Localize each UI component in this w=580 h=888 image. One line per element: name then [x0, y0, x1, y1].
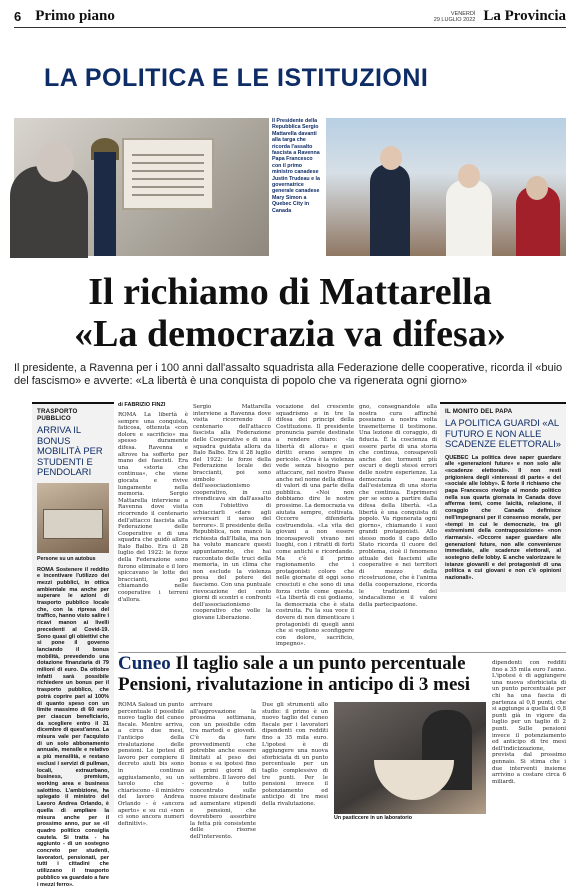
article-byline: di FABRIZIO FINZI: [118, 402, 165, 408]
header-right: [434, 8, 566, 25]
mixing-bowl: [374, 760, 454, 800]
box-title: LA POLITICA GUARDI «AL FUTURO E NON ALLE SCADENZE ELETTORALI»: [445, 418, 561, 450]
bus-shape: [43, 509, 103, 539]
sidebar-pope-box: [440, 402, 566, 592]
page-number: 6: [14, 9, 21, 24]
cuneo-column-3: Due gli strumenti allo studio: il primo è un nuovo taglio del cuneo fiscale per i lavoratori dipendenti con redditi fino a 35 mila euro. L'ipotesi è di aggiungere una nuova sforbiciata di un punto percentuale per un taglio complessivo di tre punti. Per le pensioni invece il potenziamento ed anticipo di tre mesi della rivalutazione.: [262, 702, 328, 822]
box-body: QUEBEC La politica deve saper guardare alle «generazioni future» e non solo alle «scadenze elettorali». Il non resti prigioniera degli «interessi di parte» e del «sociale alle lobby». È forte il richiamo che papa Francesco rivolge al mondo politico nella sua quarta giornata in Canada dove afferma temi, come laicità, relazione, il coraggio che Canada definisce nell'impegnarsi per il consenso morale, per «tempi in cui le democrazie, tra gli estremismi della contrapposizione» «non riarmarsi». «Occorre saper guardare alle generazioni future, non alle convenienze immediate, alle scadenze elettorali, al sostegno delle lobby. E anche valorizzare le istanze giovanili e dei protagonisti di una politica a cui giovani e non c'è opinioni nazionali».: [445, 455, 561, 582]
box-photo-caption: Persone su un autobus: [37, 556, 109, 562]
box-title: ARRIVA IL BONUS MOBILITÀ PER STUDENTI E PENDOLARI: [37, 425, 109, 478]
trudeau-figure: [370, 164, 410, 256]
cuneo-headline-line2: Pensioni, rivalutazione in anticipo di 3 mesi: [118, 675, 558, 695]
pope-figure: [446, 180, 492, 256]
president-head: [36, 142, 74, 182]
date-day: VENERDÌ: [434, 11, 476, 17]
photo-caption: Il Presidente della Repubblica Sergio Mattarella davanti alla targa che ricorda l'assalto fascista a Ravenna Papa Francesco con il primo ministro canadese Justin Trudeau e la governatrice generale canadese Mary Simon a Quebec City in Canada: [272, 118, 322, 214]
article-column-4: gno, consegnandole alla nostra cura affinché possiamo a nostra volta trasmetterne il testimone. Una lezione di coraggio, di fiducia. È la coscienza di essere parte di una storia che continua, consapevoli anche dei tormenti più oscuri e degli stessi errori delle nostre esperienze. La democrazia nasce dall'esistenza di una storia che continua. Esprimersi per se sono a partire dalla difesa della libertà. «La libertà è una conquista di popolo. Va rigenerata ogni giorno», chiamando i suoi grandi protagonisti. Allo stesso modo il capo dello Stato ricorda il cuore del problema, cioè il fenomeno attuale dei fascismi alle cooperative e nei territori di mezzo della ricostruzione, che è l'anima della cooperazione, ricorda le tradizioni del sindacalismo e il valore della partecipazione.: [359, 404, 437, 648]
section-kicker: LA POLITICA E LE ISTITUZIONI: [44, 64, 428, 93]
cuneo-location: Cuneo: [118, 653, 171, 674]
date-full: 29 LUGLIO 2022: [434, 17, 476, 23]
pastry-chef-photo: [334, 702, 486, 814]
cuneo-column-1: ROMA Salead un punto percentuale il possibile nuovo taglio del cuneo fiscale. Mentre arriva, a circa due mesi, l'anticipo della rivalutazione delle pensioni. Le ipotesi di lavoro per compiere il decreto aiuti bis sono in continuo aggiustamento, su un tavolo che - chiariscono - il ministro del lavoro Andrea Orlando - è «ancora aperto» e su cui «non ci sono ancora numeri definitivi».: [118, 702, 184, 822]
article-column-1: ROMA La libertà è sempre una conquista, faticosa, ottenuta «con dolore e sacrificio» ma spesso duramente difesa. Ravenna e altrove ha sofferto per mano dei fascisti. Era una «storia che continua», che viene giocata e rivive lungamente nella memoria. Sergio Mattarella interviene a Ravenna dove visita ricorrendo il centenario dell'attacco fascista alla Federazione delle Cooperative e di una squadra che guidò allora Italo Balbo. Era il 28 luglio del 1922: le forze della Federazione sono furono eliminate e il loro spiccavano le lotte dei braccianti, poi chiamando nelle cooperative i terreni d'allora.: [118, 412, 188, 648]
pope-trudeau-photo: [326, 118, 566, 256]
article-column-3: vocazione del crescente squadrismo e in tre la difesa dei principi della Costituzione. Il presidente pronuncia parole destinate a rendere chiaro: «la libertà di allora» e quei diritti erano sempre in pericolo. «Ora è la violenza vede senza bisogno per attaccare, nel nostro Paese anche nel nome della difesa di valori di una parte della pubblica. «Noi non dobbiamo dire le nostre prossime. La democrazia va aiutata sempre, coltivata. Occorre difenderla costruendola. «La vita dei giovani a non essere inconsapevoli vivano nei luoghi, con i ritratti di forti come antichi e ricordando. Ma c'è il primo ragionamento che i protagonisti coloro che nelle giornate di oggi sono cresciuti e che sono di una forza civile come questa. «La libertà di cui godiamo, la democrazia che è stata costruita. Fu la sua voce il dovere di non dimenticare i protagonisti di quegli anni che si vogliono sconfiggere con dolore, sacrificio, impegno».: [276, 404, 354, 648]
page-header: [14, 6, 566, 28]
cuneo-column-4: dipendenti con redditi fino a 35 mila euro l'anno. L'ipotesi è di aggiungere una nuova sforbiciata di un punto percentuale per chi ha una fascia di partenza al 0,8 punti, che si aggiunge a quella di 0,8 punti già in vigore da luglio per un taglio di 2 punti. Sulle pensioni invece il potenziamento ed anticipo di tre mesi dell'indicizzazione, prevista dal prossimo gennaio. Si stima che i due interventi insieme arrivino a costare circa 6 miliardi.: [492, 660, 566, 822]
box-label: TRASPORTO PUBBLICO: [37, 408, 109, 422]
article-column-2: Sergio Mattarella interviene a Ravenna dove visita ricorrendo il centenario dell'attacco fascista alla Federazione delle Cooperative e di una squadra guidata allora da Italo Balbo. Era il 28 luglio del 1922: le forze della Federazione locale dei braccianti, poi sono simbolo dell'associazionismo cooperativo, in cui rivendicava sin dall'assalto con l'obiettivo di schiacciarli «dare agli avversari il senso del terrore». Il presidente della Repubblica, non mancò la richiesta dall'Italia, ma non ha voluto mancare questi appuntamento, che hai raccontato delle truci della memoria, in un clima che non esclude la violenza presa del potere del fascismo. Con una puntuale rievocazione dei cento giorni di scontri e confronti dell'associazionismo cooperativo che volle la giovane Liberazione.: [193, 404, 271, 648]
bus-photo: [37, 483, 109, 553]
cuneo-title-1: Il taglio sale a un punto percentuale: [176, 653, 466, 674]
box-body: ROMA Sostenere il reddito e incentivare l'utilizzo dei mezzi pubblici, in ottica ambientale ma anche per superare le azioni di trasporto pubblico locale che, con la ripresa del traffico, hanno visto salire i ricavi manon ai livelli precedenti al Covid-19. Sono quasi gli obiettivi che si pone il governo lanciando il bonus mobilità, prevedendo una dotazione finanziaria di 79 milioni di euro. Da ottobre infatti sarà possibile richiedere un bonus per il trasporto pubblico, che potrà coprire pari al 100% di quanto speso con un limite massimo di 60 euro per ciascun beneficiario, da scegliere entro il 31 dicembre di quest'anno. La misura vale per l'acquisto di un solo abbonamento annuale, mensile e relativo a più mensilità, e restano esclusi i servizi di pullman, locali, extraurbano, business, premium, working area e business salottino. L'ambizione, ha spiegato il ministro del Lavoro Andrea Orlando, è quella di ampliare la misura anche per il prossimo anno, pur se «il quadro politico consiglia cautela. Si tratta - ha aggiunto - di un sostegno concreto per studenti, lavoratori, pensionati, per tutti i cittadini che utilizzano il trasporto pubblico va guardato a fare i mezzi ferro».: [37, 567, 109, 888]
sidebar-transport-box: [32, 402, 114, 812]
memorial-plaque: [122, 138, 214, 210]
mary-simon-head: [526, 176, 548, 200]
main-headline-line2: «La democrazia va difesa»: [0, 314, 580, 354]
masthead-logo: La Provincia: [483, 8, 566, 25]
mattarella-photo: [14, 118, 269, 256]
main-headline-line1: Il richiamo di Mattarella: [0, 272, 580, 312]
box-label: IL MONITO DEL PAPA: [445, 408, 561, 415]
cuneo-column-2: arrivare all'approvazione la prossima settimana, con un possibile cdm tra martedì e giovedì. C'è da fare provvedimenti che potrebbe anche essere limitati al peso dei bonus e su ipotesi fino ai primi giorni di settembre. Il lavoro del governo è tutto concentrato sulle nuove misure destinate ad aumentare stipendi e pensioni, che dovrebbero assorbire la fetta più consistente delle risorse dell'intervento.: [190, 702, 256, 822]
pope-head: [458, 164, 480, 188]
trudeau-head: [380, 146, 402, 170]
subheadline: Il presidente, a Ravenna per i 100 anni dall'assalto squadrista alla Federazione delle cooperative, ricorda il «buio del fascismo» e avverte: «La libertà è una conquista di popolo che va rigenerata ogni giorno»: [14, 362, 566, 388]
honor-guard-figure: [94, 152, 116, 256]
issue-date: [434, 11, 476, 23]
pastry-photo-caption: Un pasticcere in un laboratorio: [334, 815, 412, 821]
section-title: Primo piano: [35, 8, 115, 25]
